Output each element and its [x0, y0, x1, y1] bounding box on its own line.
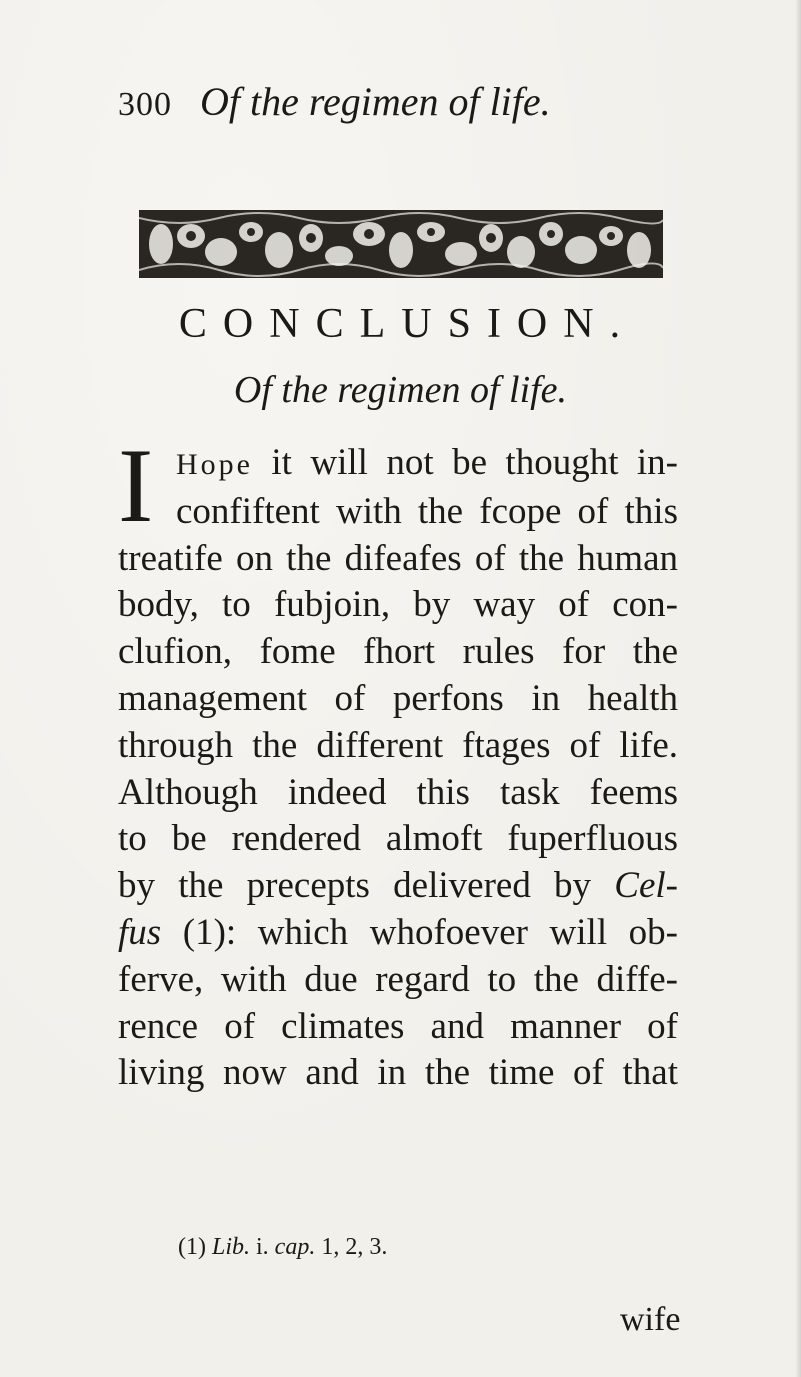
footnote-chapter-numbers: 1, 2, 3. — [321, 1234, 388, 1260]
celsus-name-continued: fus — [118, 911, 162, 953]
drop-cap: I — [118, 427, 154, 544]
first-word: Hope — [176, 448, 253, 481]
text-line: clufion, fome fhort rules for the — [118, 631, 678, 673]
chapter-subheading: Of the regimen of life. — [233, 369, 568, 411]
celsus-name: Cel- — [614, 865, 678, 907]
text-line: by the precepts delivered by Cel- — [118, 865, 678, 907]
running-title: Of the regimen of life. — [200, 79, 551, 124]
text-line: treatife on the difeafes of the human — [118, 537, 678, 579]
page-edge-shadow — [795, 0, 801, 1377]
footnote — [178, 1232, 387, 1262]
catchword: wife — [620, 1301, 681, 1338]
text-line: to be rendered almoft fuperfluous — [118, 818, 678, 860]
text-line: through the different ftages of life. — [118, 724, 678, 766]
text-line: body, to fubjoin, by way of con- — [118, 584, 678, 626]
woodcut-headpiece-ornament-icon — [139, 210, 663, 278]
text-line: Hope it will not be thought in- — [176, 442, 678, 483]
footnote-marker: (1) — [178, 1234, 206, 1260]
footnote-book-number: i. — [256, 1234, 269, 1260]
text-line: fus (1): which whofoever will ob- — [118, 911, 678, 953]
text-line: living now and in the time of that — [118, 1052, 678, 1094]
text-line: management of perfons in health — [118, 677, 678, 719]
text-line: ferve, with due regard to the diffe- — [118, 958, 678, 1000]
footnote-chapter-label: cap. — [274, 1234, 316, 1260]
body-text — [118, 427, 678, 1097]
page-number: 300 — [118, 86, 172, 123]
text-line: rence of climates and manner of — [118, 1005, 678, 1047]
running-head — [118, 78, 551, 129]
text-line: confiftent with the fcope of this — [176, 490, 678, 532]
footnote-book: Lib. — [211, 1234, 250, 1260]
text-line: Although indeed this task feems — [118, 771, 678, 813]
chapter-heading: CONCLUSION. — [178, 301, 637, 347]
